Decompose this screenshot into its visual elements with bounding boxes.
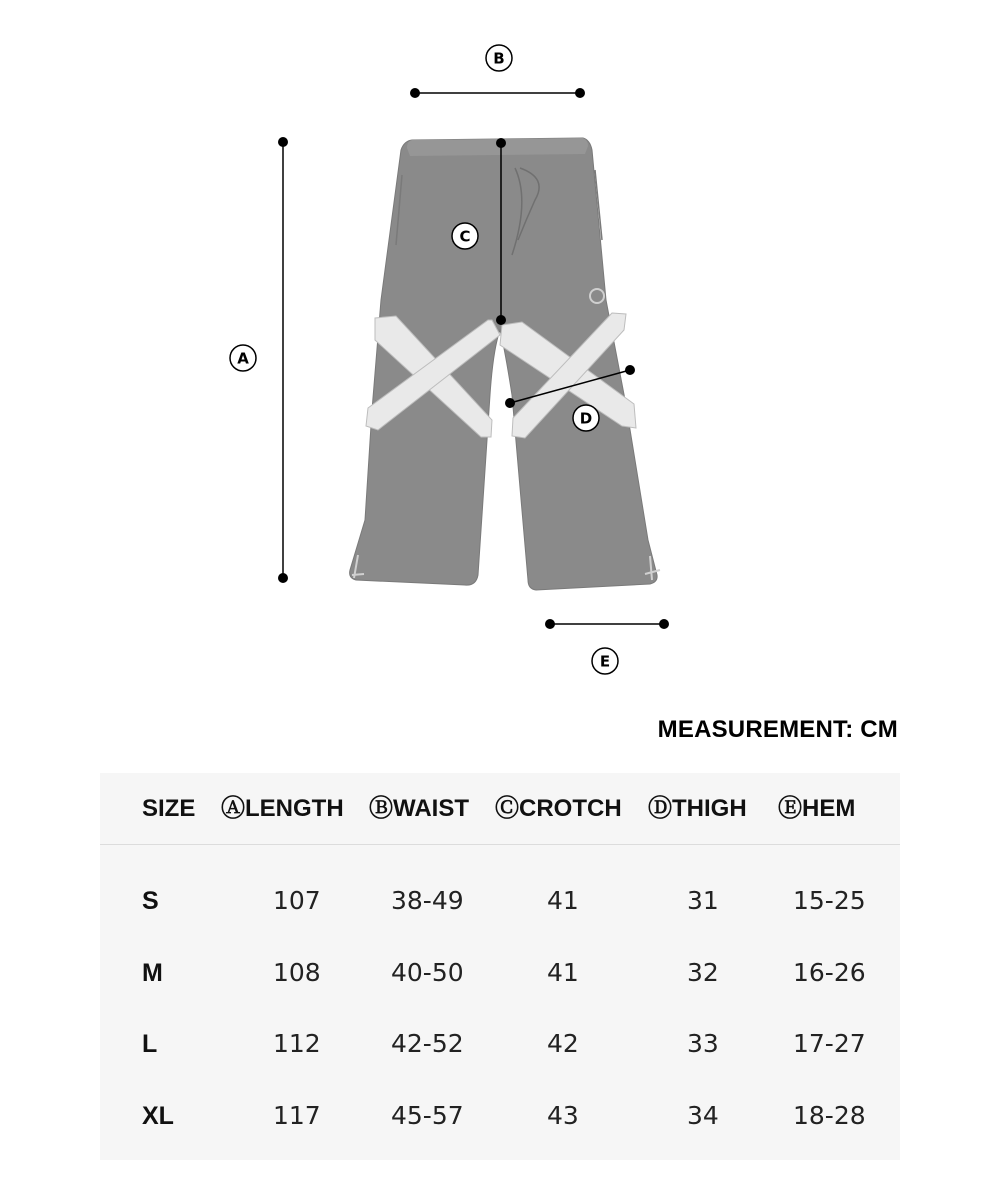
hem-endpoint [659,619,669,629]
cell-crotch: 42 [547,1029,579,1058]
waist-endpoint [410,88,420,98]
marker-c-label: C [459,227,471,246]
crotch-endpoint [496,315,506,325]
cell-hem: 18-28 [793,1101,866,1130]
waist-endpoint [575,88,585,98]
marker-e-label: E [599,652,611,671]
cell-hem: 15-25 [793,886,866,915]
table-row [100,953,900,993]
cell-hem: 17-27 [793,1029,866,1058]
cell-waist: 40-50 [391,958,464,987]
cell-length: 112 [273,1029,321,1058]
cell-thigh: 32 [687,958,719,987]
measurement-unit-label: MEASUREMENT: CM [657,716,898,743]
header-length: ⒶLENGTH [221,795,344,822]
cell-crotch: 43 [547,1101,579,1130]
cell-waist: 42-52 [391,1029,464,1058]
cell-waist: 45-57 [391,1101,464,1130]
header-waist: ⒷWAIST [369,795,469,822]
size-table [100,773,900,1160]
cell-length: 107 [273,886,321,915]
cell-size: XL [142,1102,174,1130]
hem-endpoint [545,619,555,629]
cell-crotch: 41 [547,886,579,915]
length-endpoint [278,573,288,583]
pants-illustration [350,138,660,590]
cell-waist: 38-49 [391,886,464,915]
header-thigh: ⒹTHIGH [648,795,747,822]
table-row [100,1024,900,1064]
pants-body [350,138,658,590]
cell-length: 117 [273,1101,321,1130]
header-crotch: ⒸCROTCH [495,795,622,822]
header-size: SIZE [142,795,196,822]
table-row [100,1096,900,1136]
cell-thigh: 34 [687,1101,719,1130]
marker-d-label: D [579,409,593,428]
length-endpoint [278,137,288,147]
crotch-endpoint [496,138,506,148]
table-row [100,881,900,921]
cell-hem: 16-26 [793,958,866,987]
thigh-endpoint [625,365,635,375]
cell-thigh: 31 [687,886,719,915]
cell-thigh: 33 [687,1029,719,1058]
marker-a-label: A [237,349,249,368]
thigh-endpoint [505,398,515,408]
cell-crotch: 41 [547,958,579,987]
size-table-header [100,773,900,845]
cell-size: L [142,1030,158,1058]
marker-b-label: B [493,49,505,68]
cell-size: S [142,887,159,915]
header-hem: ⒺHEM [778,795,856,822]
cell-size: M [142,959,163,987]
cell-length: 108 [273,958,321,987]
